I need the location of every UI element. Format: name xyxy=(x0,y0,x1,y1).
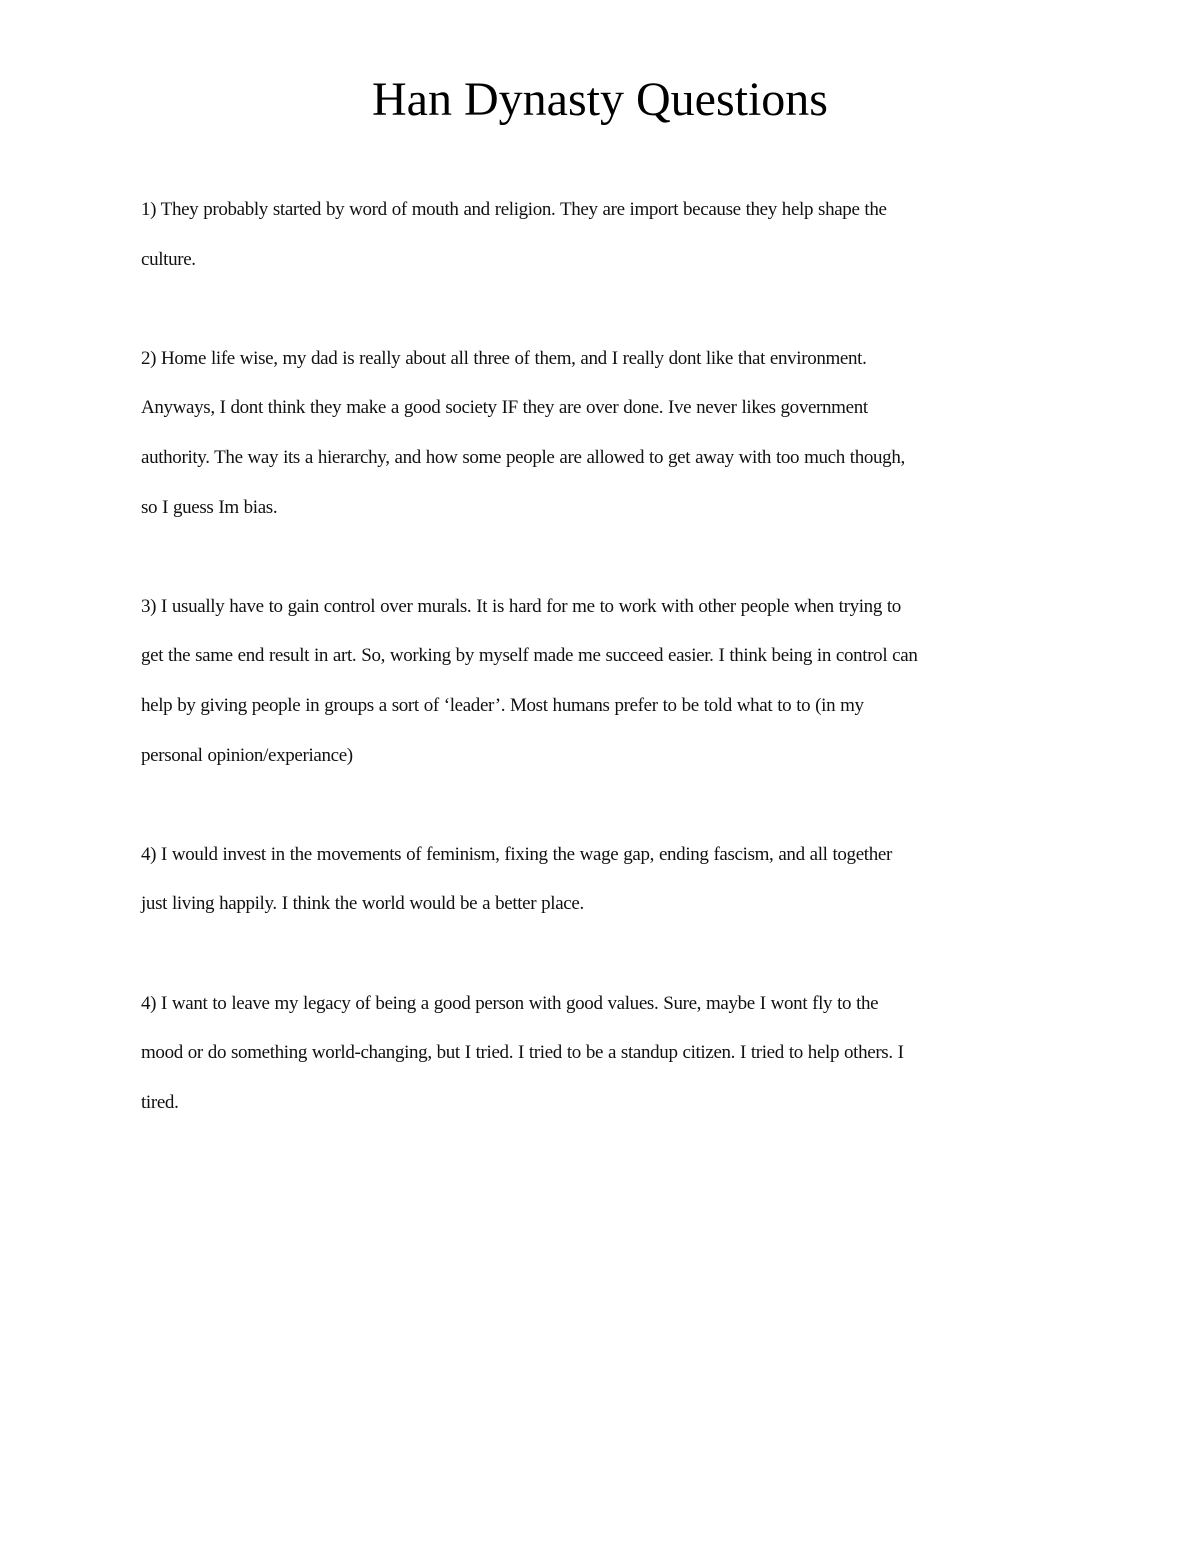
answer-1 xyxy=(141,185,1061,284)
answer-3 xyxy=(141,582,1061,780)
answer-4 xyxy=(141,830,1061,929)
answer-line: 2) Home life wise, my dad is really about all three of them, and I really dont like that environment. xyxy=(141,347,867,369)
answer-line: get the same end result in art. So, working by myself made me succeed easier. I think being in control can xyxy=(141,645,918,667)
answer-2 xyxy=(141,334,1061,532)
answer-line: tired. xyxy=(141,1091,179,1113)
answer-5 xyxy=(141,979,1061,1128)
answer-line: culture. xyxy=(141,248,196,270)
answer-line: 4) I would invest in the movements of feminism, fixing the wage gap, ending fascism, and all together xyxy=(141,843,892,865)
answer-line: authority. The way its a hierarchy, and how some people are allowed to get away with too much though, xyxy=(141,446,905,468)
answer-line: 3) I usually have to gain control over murals. It is hard for me to work with other people when trying to xyxy=(141,595,901,617)
answer-line: just living happily. I think the world would be a better place. xyxy=(141,893,584,915)
answer-line: personal opinion/experiance) xyxy=(141,744,353,766)
answer-line: 4) I want to leave my legacy of being a good person with good values. Sure, maybe I wont fly to the xyxy=(141,992,879,1014)
document-title: Han Dynasty Questions xyxy=(372,73,828,126)
answer-line: Anyways, I dont think they make a good society IF they are over done. Ive never likes government xyxy=(141,397,868,419)
answer-line: help by giving people in groups a sort of ‘leader’. Most humans prefer to be told what to to (in my xyxy=(141,694,864,716)
answer-line: mood or do something world-changing, but I tried. I tried to be a standup citizen. I tried to help others. I xyxy=(141,1042,904,1064)
answer-line: 1) They probably started by word of mouth and religion. They are import because they help shape the xyxy=(141,199,887,220)
answer-line: so I guess Im bias. xyxy=(141,496,278,518)
document-body xyxy=(141,185,1061,1177)
